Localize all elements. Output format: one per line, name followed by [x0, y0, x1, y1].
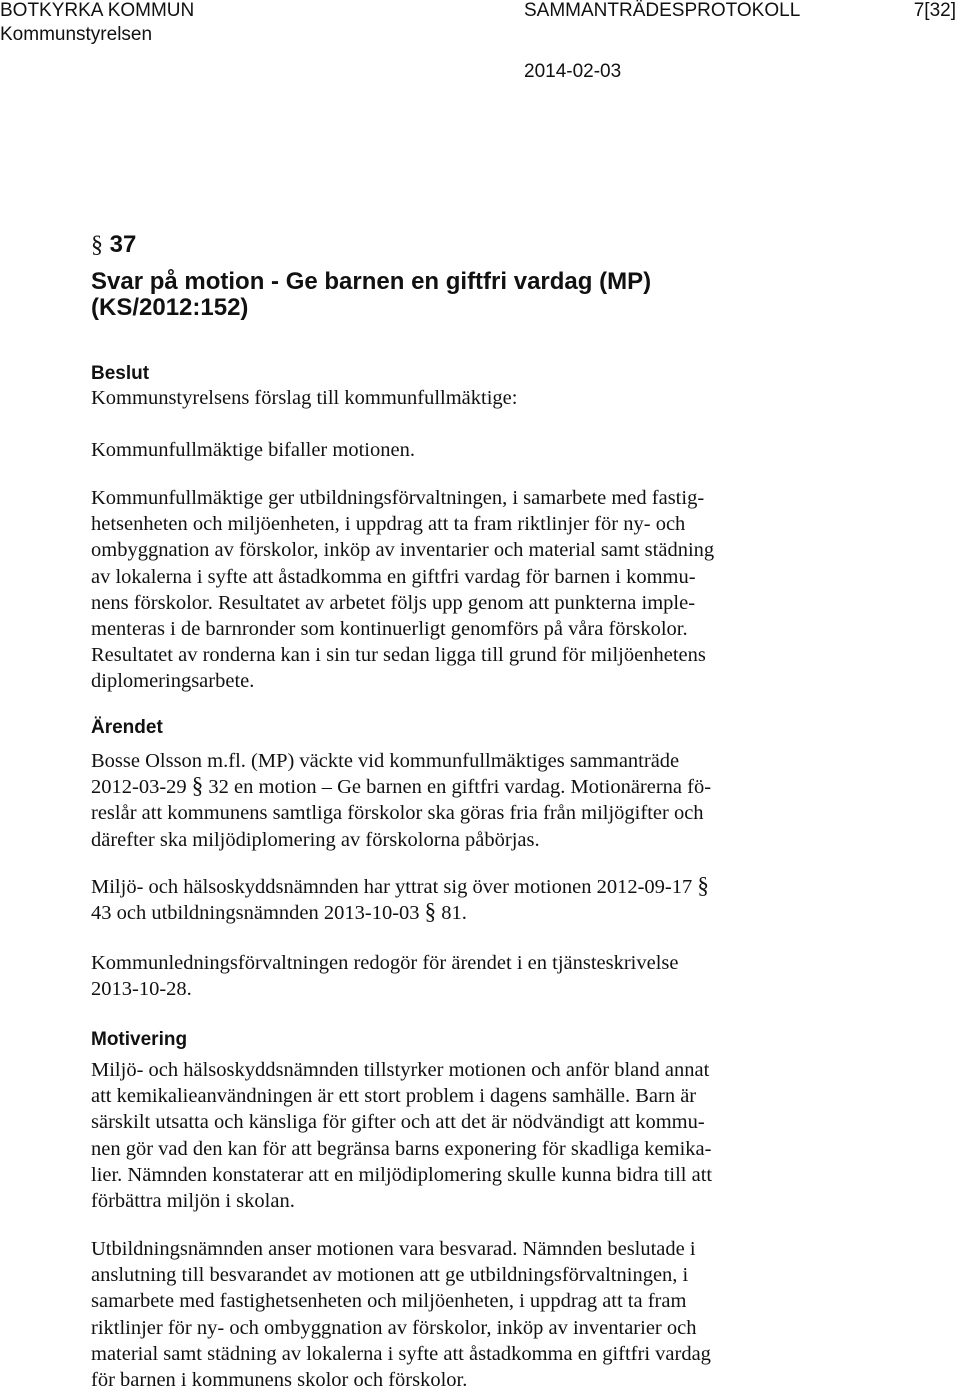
- text-line: Resultatet av ronderna kan i sin tur sedan ligga till grund för miljöenhetens: [91, 644, 706, 667]
- text-line: [91, 900, 467, 925]
- text-segment: Bosse Olsson m.fl. (MP) väckte vid kommunfullmäktiges sammanträde: [91, 750, 680, 772]
- header-date: 2014-02-03: [524, 61, 622, 82]
- text-line: [91, 748, 679, 773]
- text-line: [91, 774, 711, 799]
- text-segment: reslår att kommunens samtliga förskolor ska göras fria från miljögifter och: [91, 802, 704, 825]
- text-line: [91, 874, 709, 899]
- text-line: hetsenheten och miljöenheten, i uppdrag att ta fram riktlinjer för ny- och: [91, 513, 686, 536]
- text-line: [91, 800, 704, 825]
- section-symbol: §: [91, 232, 103, 258]
- text-line: särskilt utsatta och känsliga för gifter och att det är nödvändigt att kommu-: [91, 1111, 705, 1134]
- header-unit: Kommunstyrelsen: [0, 24, 153, 45]
- text-segment: 2012-03-29: [91, 776, 192, 799]
- text-line: riktlinjer för ny- och ombyggnation av förskolor, inköp av inventarier och: [91, 1316, 697, 1339]
- text-line: för barnen i kommunens skolor och förskolor.: [91, 1369, 468, 1391]
- section-title-line-1: Svar på motion - Ge barnen en giftfri vardag (MP): [91, 268, 652, 295]
- text-line: 2013-10-28.: [91, 978, 192, 1001]
- text-line: [91, 827, 540, 852]
- text-line: material samt städning av lokalerna i syfte att åstadkomma en giftfri vardag: [91, 1342, 711, 1365]
- section-title-line-2: (KS/2012:152): [91, 294, 249, 321]
- text-line: förbättra miljön i skolan.: [91, 1190, 295, 1212]
- text-line: nens förskolor. Resultatet av arbetet följs upp genom att punkterna imple-: [91, 591, 696, 614]
- text-line: ombyggnation av förskolor, inköp av inventarier och material samt städning: [91, 539, 715, 562]
- text-line: Utbildningsnämnden anser motionen vara besvarad. Nämnden beslutade i: [91, 1238, 696, 1260]
- text-line: Kommunledningsförvaltningen redogör för ärendet i en tjänsteskrivelse: [91, 952, 679, 974]
- text-segment: 43 och utbildningsnämnden 2013-10-03: [91, 902, 425, 925]
- motivering-heading: Motivering: [91, 1029, 188, 1050]
- section-symbol: §: [697, 873, 709, 898]
- section-number-value: 37: [109, 231, 137, 258]
- section-symbol: §: [424, 899, 437, 925]
- text-line: att kemikalieanvändningen är ett stort problem i dagens samhälle. Barn är: [91, 1085, 697, 1108]
- text-line: menteras i de barnronder som kontinuerligt genomförs på våra förskolor.: [91, 618, 688, 640]
- text-line: Kommunfullmäktige ger utbildningsförvaltningen, i samarbete med fastig-: [91, 487, 705, 509]
- header-doc-type: SAMMANTRÄDESPROTOKOLL: [524, 0, 801, 21]
- text-segment: 32 en motion – Ge barnen en giftfri vardag. Motionärerna fö-: [203, 776, 712, 799]
- text-line: diplomeringsarbete.: [91, 670, 255, 693]
- text-segment: Miljö- och hälsoskyddsnämnden har yttrat sig över motionen 2012-09-17: [91, 876, 698, 898]
- text-segment: därefter ska miljödiplomering av förskolorna påbörjas.: [91, 828, 540, 851]
- text-line: samarbete med fastighetsenheten och miljöenheten, i uppdrag att ta fram: [91, 1290, 687, 1313]
- text-line: nen gör vad den kan för att begränsa barns exponering för skadliga kemika-: [91, 1137, 712, 1160]
- text-segment: 81.: [436, 902, 467, 925]
- section-symbol: §: [191, 773, 204, 799]
- text-line: lier. Nämnden konstaterar att en miljödiplomering skulle kunna bidra till att: [91, 1163, 713, 1186]
- header-org: BOTKYRKA KOMMUN: [0, 0, 195, 21]
- beslut-intro: Kommunstyrelsens förslag till kommunfullmäktige:: [91, 387, 518, 409]
- beslut-heading: Beslut: [91, 363, 150, 384]
- text-line: Miljö- och hälsoskyddsnämnden tillstyrker motionen och anför bland annat: [91, 1059, 710, 1081]
- arendet-heading: Ärendet: [91, 717, 163, 738]
- header-page-number: 7[32]: [913, 0, 956, 21]
- text-line: av lokalerna i syfte att åstadkomma en giftfri vardag för barnen i kommu-: [91, 565, 696, 588]
- beslut-decision: Kommunfullmäktige bifaller motionen.: [91, 439, 415, 461]
- section-number: [91, 230, 136, 260]
- text-line: anslutning till besvarandet av motionen att ge utbildningsförvaltningen, i: [91, 1264, 689, 1287]
